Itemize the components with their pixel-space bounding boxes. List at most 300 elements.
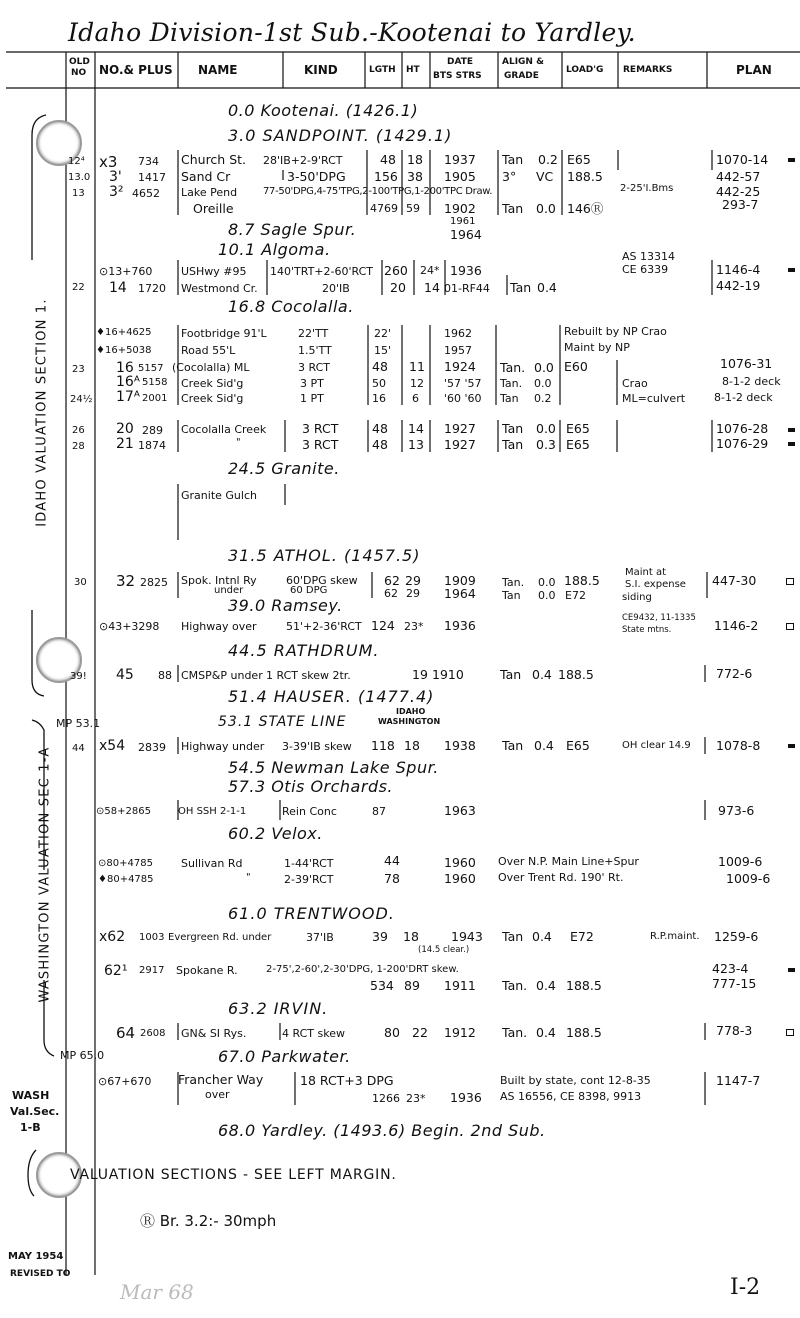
row-spokintl-plan: 447-30	[712, 573, 757, 588]
row-evergreen-date: 1943	[451, 929, 483, 944]
row-spokintl-no: 32	[116, 572, 136, 590]
row-spokane-kind: 2-75',2-60',2-30'DPG, 1-200'DRT skew.	[266, 964, 459, 975]
row-ohssh-kind: Rein Conc	[282, 805, 337, 818]
row-sullivan-date: 1960	[444, 855, 476, 870]
row-sandcr-plus: 1417	[138, 171, 166, 184]
row-francher-date: 1936	[450, 1090, 482, 1105]
row-creek17a-grade: 0.2	[534, 392, 552, 405]
row-coco-ml-ht: 11	[409, 359, 425, 374]
row-church-kind: 28'IB+2-9'RCT	[263, 154, 343, 167]
row-creek17a-lgth: 16	[372, 392, 386, 405]
row-cococreek-name: Cocolalla Creek	[181, 423, 267, 436]
row-hwyunder-ht: 18	[404, 738, 420, 753]
row-ushwy-name: USHwy #95	[181, 265, 247, 278]
row-21-ht: 13	[408, 437, 424, 452]
row-sandcr-no: 3'	[109, 169, 122, 185]
row-evergreen-plus: 1003	[139, 932, 165, 943]
row-ohssh-name: OH SSH 2-1-1	[178, 806, 247, 817]
row-hwyunder-date: 1938	[444, 738, 476, 753]
row-francher-lgth: 1266	[372, 1092, 400, 1105]
row-cococreek-load: E65	[566, 421, 590, 436]
row-church-align: Tan	[502, 152, 524, 167]
row-spokane-load: 188.5	[566, 978, 602, 993]
row-footbridge-no: ♦16+4625	[96, 327, 152, 338]
station-granite: 24.5 Granite.	[228, 459, 340, 478]
row-church-date: 1937	[444, 152, 476, 167]
row-sullivan-remarks: Over N.P. Main Line+Spur	[498, 855, 639, 868]
row-francher-plan: 1147-7	[716, 1073, 761, 1088]
station-rathdrum: 44.5 RATHDRUM.	[228, 641, 380, 660]
row-creek16a-date: '57 '57	[444, 377, 482, 390]
row-cococreek-grade: 0.0	[536, 421, 556, 436]
station-newman: 54.5 Newman Lake Spur.	[228, 758, 439, 777]
row-oreille-align: Tan	[502, 201, 524, 216]
station-stateline: 53.1 STATE LINE	[218, 714, 347, 730]
row-lakepend-old: 13	[72, 188, 85, 199]
row-spokintl-kind: 60'DPG skew	[286, 574, 358, 587]
row-cmsp-kind: 1 RCT skew 2tr.	[266, 669, 351, 682]
row-evergreen-kind: 37'IB	[306, 931, 334, 944]
row-evergreen-lgth: 39	[372, 929, 388, 944]
row-spokintl-remarks2: S.I. expense	[625, 579, 686, 590]
footer-date: MAY 1954	[8, 1251, 64, 1262]
row-ohssh-lgth: 87	[372, 805, 386, 818]
row-coco-ml-no: 16	[116, 360, 134, 376]
row-cococreek-date: 1927	[444, 421, 476, 436]
row-cococreek-ht: 14	[408, 421, 424, 436]
row-evergreen-plan: 1259-6	[714, 929, 759, 944]
row-francher-no: ⊙67+670	[98, 1075, 152, 1088]
row-cmsp-grade: 0.4	[532, 667, 552, 682]
row-oreille-grade: 0.0	[536, 201, 556, 216]
row-creek16a-ht: 12	[410, 377, 424, 390]
row-gnsi-plan: 778-3	[716, 1023, 753, 1038]
row-westmond-no: 14	[109, 280, 127, 296]
row-westmond-old: 22	[72, 282, 85, 293]
station-trentwood: 61.0 TRENTWOOD.	[228, 904, 395, 923]
row-westmond-plan: 442-19	[716, 278, 761, 293]
row-lakepend-kind: 77-50'DPG,4-75'TPG,2-100'TPG,1-200'TPC Draw.	[263, 186, 493, 197]
row-21-date: 1927	[444, 437, 476, 452]
station-hauser: 51.4 HAUSER. (1477.4)	[228, 687, 435, 706]
stateline-idaho: IDAHO	[396, 707, 426, 716]
row-hwyover-name: Highway over	[181, 620, 257, 633]
row-gnsi-grade: 0.4	[536, 1025, 556, 1040]
margin-wash-b-2: Val.Sec.	[10, 1105, 60, 1118]
row-creek17a-old: 24½	[70, 394, 93, 405]
row-francher-kind: 18 RCT+3 DPG	[300, 1073, 394, 1088]
row-sullivan-name: Sullivan Rd	[181, 857, 243, 870]
row-spokintl-align2: Tan	[502, 589, 521, 602]
header-name: NAME	[198, 63, 238, 77]
row-coco-ml-kind: 3 RCT	[298, 361, 330, 374]
row-spokintl-lgth: 62	[384, 573, 400, 588]
row-cmsp-date: 1910	[432, 667, 464, 682]
row-trent-lgth: 78	[384, 871, 400, 886]
header-kind: KIND	[304, 63, 338, 77]
row-westmond-lgth: 20	[390, 280, 406, 295]
row-evergreen-remarks: R.P.maint.	[650, 931, 700, 942]
row-gnsi-plus: 2608	[140, 1028, 166, 1039]
row-francher-remarks2: AS 16556, CE 8398, 9913	[500, 1090, 642, 1103]
row-westmond-name: Westmond Cr.	[181, 282, 258, 295]
row-creek17a-remarks: ML=culvert	[622, 392, 686, 405]
row-coco-ml-name: (Cocolalla) ML	[172, 361, 250, 374]
row-ushwy-plan: 1146-4	[716, 262, 761, 277]
row-lakepend-plan: 442-25	[716, 184, 761, 199]
row-footbridge-kind: 22'TT	[298, 327, 329, 340]
row-oreille-plan: 293-7	[722, 197, 759, 212]
station-parkwater: 67.0 Parkwater.	[218, 1047, 351, 1066]
header-lgth: LGTH	[369, 65, 396, 75]
header-plan: PLAN	[736, 63, 772, 77]
row-21-old: 28	[72, 441, 85, 452]
margin-washington-section: WASHINGTON VALUATION SEC 1-A	[37, 746, 53, 1003]
row-hwyunder-plus: 2839	[138, 741, 166, 754]
row-21-no: 21	[116, 436, 134, 452]
station-irvin: 63.2 IRVIN.	[228, 999, 329, 1018]
station-ramsey: 39.0 Ramsey.	[228, 596, 343, 615]
row-church-load: E65	[567, 152, 591, 167]
row-creek16a-lgth: 50	[372, 377, 386, 390]
row-hwyover-remarks2: State mtns.	[622, 625, 672, 635]
row-oreille-lgth: 4769	[370, 202, 398, 215]
row-cococreek-align: Tan	[502, 421, 524, 436]
row-cococreek-kind: 3 RCT	[302, 421, 339, 436]
row-trent-remarks: Over Trent Rd. 190' Rt.	[498, 871, 624, 884]
row-spokintl-load: 188.5	[564, 573, 600, 588]
row-evergreen-ht: 18	[403, 929, 419, 944]
row-sandcr-kind: 3-50'DPG	[287, 169, 346, 184]
row-creek16a-kind: 3 PT	[300, 377, 324, 390]
row-ushwy-ht: 24*	[420, 264, 440, 277]
stateline-washington: WASHINGTON	[378, 717, 441, 726]
row-21-lgth: 48	[372, 437, 388, 452]
row-21-name: "	[236, 437, 241, 448]
row-hwyunder-old: 44	[72, 743, 85, 754]
row-creek16a-name: Creek Sid'g	[181, 377, 244, 390]
row-westmond-date: 01-RF44	[444, 282, 490, 295]
row-hwyover-kind: 51'+2-36'RCT	[286, 620, 362, 633]
row-lakepend-no: 3²	[109, 184, 124, 200]
row-hwyover-date: 1936	[444, 618, 476, 633]
row-westmond-grade: 0.4	[537, 280, 557, 295]
row-ushwy-lgth: 260	[384, 263, 408, 278]
row-spokintl-ht2: 29	[406, 587, 420, 600]
row-westmond-kind: 20'IB	[322, 282, 350, 295]
row-hwyunder-kind: 3-39'IB skew	[282, 740, 352, 753]
row-road-name: Road 55'L	[181, 344, 236, 357]
row-creek17a-no: 17ᴬ	[116, 389, 140, 405]
row-hwyover-remarks1: CE9432, 11-1335	[622, 613, 696, 623]
row-sandcr-plan: 442-57	[716, 169, 761, 184]
row-trent-date: 1960	[444, 871, 476, 886]
row-footbridge-remarks: Rebuilt by NP Crao	[564, 325, 667, 338]
row-coco-ml-load: E60	[564, 359, 588, 374]
header-ht: HT	[406, 65, 420, 75]
row-church-lgth: 48	[380, 152, 396, 167]
row-21-align: Tan	[502, 437, 524, 452]
row-spokintl-grade2: 0.0	[538, 589, 556, 602]
row-sullivan-lgth: 44	[384, 853, 400, 868]
row-spokane-ht: 89	[404, 978, 420, 993]
row-spokane-name: Spokane R.	[176, 964, 238, 977]
station-yardley: 68.0 Yardley. (1493.6) Begin. 2nd Sub.	[218, 1121, 546, 1140]
row-lakepend-name: Lake Pend	[181, 186, 238, 199]
margin-wash-b-3: 1-B	[20, 1121, 41, 1134]
row-hwyunder-grade: 0.4	[534, 738, 554, 753]
row-cmsp-plan: 772-6	[716, 666, 753, 681]
row-church-name: Church St.	[181, 152, 247, 167]
row-sandcr-lgth: 156	[374, 169, 398, 184]
row-evergreen-align: Tan	[502, 929, 524, 944]
row-hwyover-no: ⊙43+3298	[99, 620, 160, 633]
station-velox: 60.2 Velox.	[228, 824, 323, 843]
row-cmsp-no: 45	[116, 667, 134, 683]
mile-post-53: MP 53.1	[56, 717, 101, 730]
station-sagle: 8.7 Sagle Spur.	[228, 220, 357, 239]
row-spokane-grade: 0.4	[536, 978, 556, 993]
row-sandcr-old: 13.0	[68, 172, 91, 183]
row-gnsi-align: Tan.	[502, 1025, 528, 1040]
row-road-remarks: Maint by NP	[564, 341, 630, 354]
margin-wash-b-1: WASH	[12, 1089, 50, 1102]
header-no-plus: NO.& PLUS	[99, 63, 173, 77]
row-church-grade: 0.2	[538, 152, 558, 167]
row-francher-name: Francher Way	[178, 1072, 264, 1087]
row-21-grade: 0.3	[536, 437, 556, 452]
row-coco-ml-plus: 5157	[138, 363, 164, 374]
row-ushwy-remarks2: CE 6339	[622, 263, 669, 276]
row-creek16a-align: Tan.	[500, 377, 523, 390]
row-hwyunder-remarks: OH clear 14.9	[622, 740, 691, 751]
row-oreille-date3: 1964	[450, 227, 482, 242]
row-creek16a-plan: 8-1-2 deck	[722, 375, 781, 388]
row-road-no: ♦16+5038	[96, 345, 152, 356]
row-21-plus: 1874	[138, 439, 166, 452]
row-spokintl-old: 30	[74, 577, 87, 588]
row-ohssh-plan: 973-6	[718, 803, 755, 818]
header-date-1: DATE	[447, 57, 474, 67]
row-francher-ht: 23*	[406, 1092, 426, 1105]
row-road-kind: 1.5'TT	[298, 344, 332, 357]
row-hwyunder-plan: 1078-8	[716, 738, 761, 753]
header-remarks: REMARKS	[623, 65, 673, 75]
row-evergreen-no: x62	[99, 929, 126, 945]
row-church-plus: 734	[138, 155, 159, 168]
row-ohssh-no: ⊙58+2865	[96, 806, 151, 817]
row-21-kind: 3 RCT	[302, 437, 339, 452]
row-lakepend-plus: 4652	[132, 187, 160, 200]
row-sandcr-name: Sand Cr	[181, 169, 231, 184]
row-oreille-name: Oreille	[193, 201, 234, 216]
row-road-date: 1957	[444, 344, 472, 357]
row-sullivan-no: ⊙80+4785	[98, 858, 153, 869]
row-church-ht: 18	[407, 152, 423, 167]
row-spokintl-kind2: 60 DPG	[290, 585, 328, 596]
header-old-no-2: NO	[71, 68, 87, 78]
row-footbridge-date: 1962	[444, 327, 472, 340]
row-hwyunder-align: Tan	[502, 738, 524, 753]
footer-valuation-note: VALUATION SECTIONS - SEE LEFT MARGIN.	[70, 1167, 397, 1183]
row-cococreek-plus: 289	[142, 424, 163, 437]
row-spokane-align: Tan.	[502, 978, 528, 993]
row-spokintl-remarks1: Maint at	[625, 567, 667, 578]
row-spokintl-date: 1909	[444, 573, 476, 588]
row-trent-plan: 1009-6	[726, 871, 771, 886]
row-creek17a-align: Tan	[500, 392, 519, 405]
row-hwyunder-no: x54	[99, 738, 126, 754]
row-spokintl-ht: 29	[405, 573, 421, 588]
row-hwyover-plan: 1146-2	[714, 618, 759, 633]
row-coco-ml-plan: 1076-31	[720, 356, 773, 371]
row-cmsp-name: CMSP&P under	[181, 669, 263, 682]
row-creek16a-no: 16ᴬ	[116, 374, 140, 390]
row-21-plan: 1076-29	[716, 436, 769, 451]
row-granite-gulch-name: Granite Gulch	[181, 489, 257, 502]
page-number: I-2	[730, 1275, 761, 1300]
header-align-1: ALIGN &	[502, 57, 544, 67]
row-sandcr-align: 3°	[502, 169, 517, 184]
row-ushwy-kind: 140'TRT+2-60'RCT	[270, 265, 374, 278]
row-spokane-date: 1911	[444, 978, 476, 993]
row-spokintl-grade: 0.0	[538, 576, 556, 589]
station-cocolalla: 16.8 Cocolalla.	[228, 297, 354, 316]
row-oreille-date2: 1961	[450, 216, 476, 227]
row-creek16a-remarks: Crao	[622, 377, 648, 390]
row-cococreek-old: 26	[72, 425, 85, 436]
row-gnsi-lgth: 80	[384, 1025, 400, 1040]
row-footbridge-name: Footbridge 91'L	[181, 327, 267, 340]
row-sandcr-date: 1905	[444, 169, 476, 184]
row-spokintl-name: Spok. Intnl Ry	[181, 574, 257, 587]
margin-idaho-section: IDAHO VALUATION SECTION 1.	[34, 298, 50, 527]
row-lakepend-remarks: 2-25'I.Bms	[620, 183, 674, 194]
row-francher-remarks1: Built by state, cont 12-8-35	[500, 1074, 651, 1087]
row-cmsp-plus: 88	[158, 669, 172, 682]
row-cmsp-ht: 19	[412, 667, 428, 682]
row-gnsi-date: 1912	[444, 1025, 476, 1040]
row-spokintl-align: Tan.	[502, 576, 525, 589]
row-ushwy-remarks1: AS 13314	[622, 250, 675, 263]
header-loading: LOAD'G	[566, 65, 604, 75]
row-spokintl-lgth2: 62	[384, 587, 398, 600]
mile-post-65: MP 65.0	[60, 1049, 105, 1062]
row-spokintl-name2: under	[214, 585, 244, 596]
row-road-lgth: 15'	[374, 344, 392, 357]
row-footbridge-lgth: 22'	[374, 327, 392, 340]
station-otis: 57.3 Otis Orchards.	[228, 777, 394, 796]
row-cmsp-old: 39!	[70, 671, 87, 682]
row-evergreen-name: Evergreen Rd. under	[168, 932, 272, 943]
row-creek17a-kind: 1 PT	[300, 392, 324, 405]
row-gnsi-no: 64	[116, 1024, 136, 1042]
row-spokintl-load2: E72	[565, 589, 586, 602]
row-trent-kind: 2-39'RCT	[284, 873, 334, 886]
footer-handwritten-date: Mar 68	[120, 1280, 194, 1304]
header-date-2: BTS STRS	[433, 71, 482, 81]
row-creek16a-grade: 0.0	[534, 377, 552, 390]
row-spokintl-date2: 1964	[444, 586, 476, 601]
row-creek17a-ht: 6	[412, 392, 419, 405]
row-westmond-align: Tan	[510, 280, 532, 295]
row-spokane-lgth: 534	[370, 978, 394, 993]
row-coco-ml-align: Tan.	[500, 360, 526, 375]
row-creek17a-plan: 8-1-2 deck	[714, 391, 773, 404]
row-westmond-plus: 1720	[138, 282, 166, 295]
row-hwyunder-name: Highway under	[181, 740, 265, 753]
row-evergreen-note: (14.5 clear.)	[418, 945, 470, 955]
station-athol: 31.5 ATHOL. (1457.5)	[228, 546, 421, 565]
row-gnsi-name: GN& SI Rys.	[181, 1027, 247, 1040]
row-trent-name: "	[246, 872, 251, 883]
row-trent-no: ♦80+4785	[98, 874, 154, 885]
row-coco-ml-grade: 0.0	[534, 360, 554, 375]
header-align-2: GRADE	[504, 71, 539, 81]
row-spokintl-remarks3: siding	[622, 592, 652, 603]
row-creek17a-plus: 2001	[142, 393, 168, 404]
footer-speed-note: Ⓡ Br. 3.2:- 30mph	[140, 1212, 277, 1230]
row-cococreek-lgth: 48	[372, 421, 388, 436]
row-spokintl-plus: 2825	[140, 576, 168, 589]
row-creek16a-plus: 5158	[142, 377, 168, 388]
row-gnsi-ht: 22	[412, 1025, 428, 1040]
row-oreille-ht: 59	[406, 202, 420, 215]
row-creek17a-date: '60 '60	[444, 392, 482, 405]
station-kootenai: 0.0 Kootenai. (1426.1)	[228, 101, 419, 120]
row-evergreen-load: E72	[570, 929, 594, 944]
row-ushwy-no: ⊙13+760	[99, 265, 153, 278]
row-oreille-load: 146Ⓡ	[567, 201, 604, 216]
row-oreille-date: 1902	[444, 201, 476, 216]
row-21-load: E65	[566, 437, 590, 452]
row-sandcr-load: 188.5	[567, 169, 603, 184]
row-cococreek-no: 20	[116, 421, 134, 437]
row-spokane-plan1: 423-4	[712, 961, 749, 976]
row-sullivan-kind: 1-44'RCT	[284, 857, 334, 870]
row-sandcr-grade: VC	[536, 169, 554, 184]
row-church-plan: 1070-14	[716, 152, 769, 167]
footer-revised-label: REVISED TO	[10, 1269, 71, 1279]
header-old-no-1: OLD	[69, 57, 90, 67]
station-sandpoint: 3.0 SANDPOINT. (1429.1)	[228, 126, 453, 145]
row-spokane-no: 62¹	[104, 963, 128, 979]
row-coco-ml-lgth: 48	[372, 359, 388, 374]
row-sullivan-plan: 1009-6	[718, 854, 763, 869]
row-evergreen-grade: 0.4	[532, 929, 552, 944]
row-hwyunder-lgth: 118	[371, 738, 395, 753]
row-ohssh-date: 1963	[444, 803, 476, 818]
row-cmsp-load: 188.5	[558, 667, 594, 682]
row-hwyunder-load: E65	[566, 738, 590, 753]
row-sandcr-ht: 38	[407, 169, 423, 184]
row-spokane-plus: 2917	[139, 965, 165, 976]
row-hwyover-lgth: 124	[371, 618, 395, 633]
row-coco-ml-old: 23	[72, 364, 85, 375]
row-cmsp-align: Tan	[500, 667, 522, 682]
row-gnsi-load: 188.5	[566, 1025, 602, 1040]
row-coco-ml-date: 1924	[444, 359, 476, 374]
row-creek17a-name: Creek Sid'g	[181, 392, 244, 405]
row-westmond-ht: 14	[424, 280, 440, 295]
row-spokane-plan2: 777-15	[712, 976, 757, 991]
page-title: Idaho Division-1st Sub.-Kootenai to Yardley.	[68, 18, 636, 47]
row-ushwy-date: 1936	[450, 263, 482, 278]
station-algoma: 10.1 Algoma.	[218, 240, 331, 259]
row-church-old: 12⁴	[68, 156, 85, 167]
row-gnsi-kind: 4 RCT skew	[282, 1027, 345, 1040]
row-church-no: x3	[99, 153, 118, 171]
